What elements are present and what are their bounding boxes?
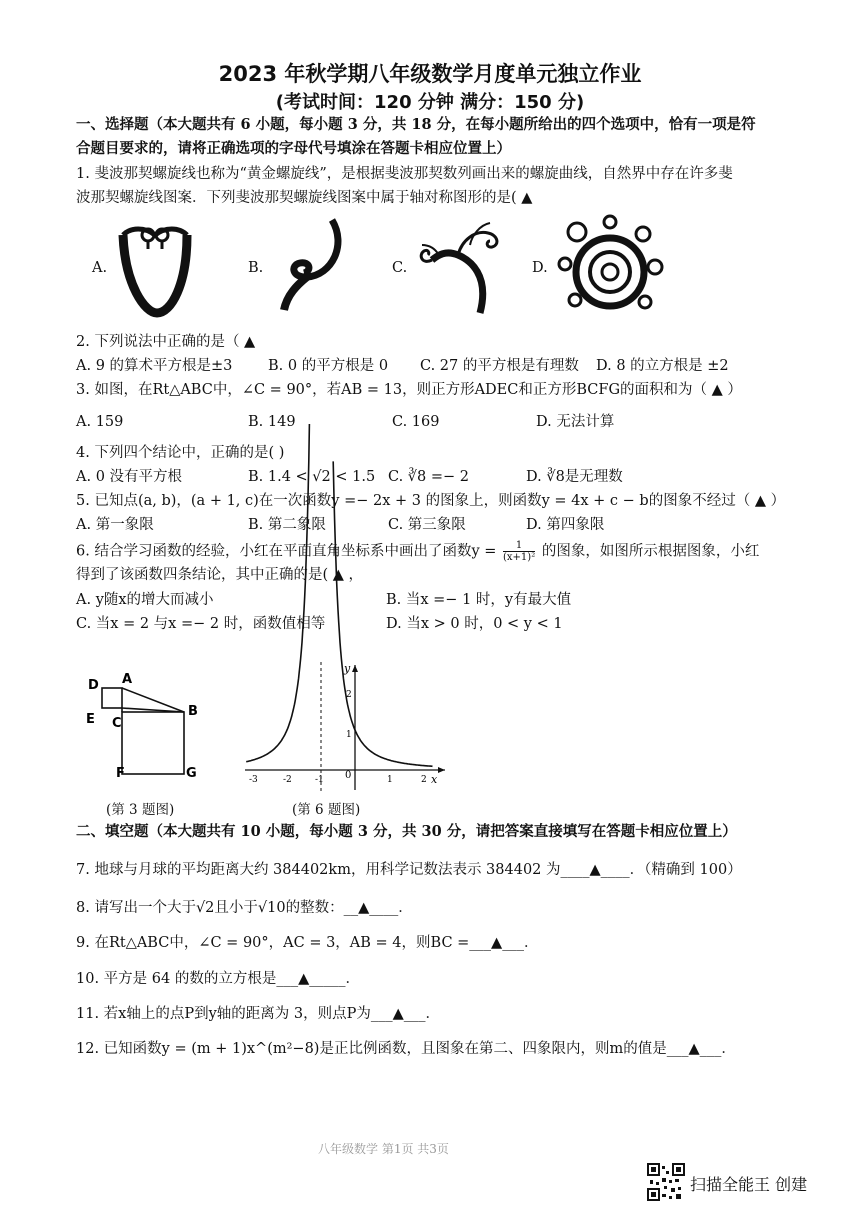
q4-option-a: A. 0 没有平方根: [76, 469, 183, 485]
square-adec: [102, 688, 122, 708]
q4-option-b: B. 1.4 < √2 < 1.5: [248, 469, 376, 485]
x-tick-1: 1: [387, 775, 393, 785]
section2-heading: 二、填空题（本大题共有 10 小题，每小题 3 分，共 30 分，请把答案直接填写在答题卡相应位置上）: [76, 823, 737, 840]
q2-option-b: B. 0 的平方根是 0: [268, 358, 389, 374]
x-tick-neg2: -2: [283, 775, 292, 785]
figure-6-caption: (第 6 题图): [292, 802, 361, 818]
spiral-figure-a: [115, 215, 195, 320]
q6-option-d: D. 当x > 0 时，0 < y < 1: [386, 616, 563, 632]
q5-stem: 5. 已知点(a, b)，(a + 1, c)在一次函数y =− 2x + 3 的图象上，则函数y = 4x + c − b的图象不经过（ ▲ ）: [76, 493, 786, 509]
q6-stem-line2: 得到了该函数四条结论，其中正确的是( ▲ ，: [76, 567, 364, 583]
spiral-figure-d: [555, 212, 665, 322]
section1-heading-line2: 合题目要求的，请将正确选项的字母代号填涂在答题卡相应位置上）: [76, 140, 511, 157]
q8-text: 8. 请写出一个大于√2且小于√10的整数：__▲____．: [76, 900, 413, 916]
q2-option-c: C. 27 的平方根是有理数: [420, 358, 579, 374]
q5-option-c: C. 第三象限: [388, 517, 466, 533]
q5-option-b: B. 第二象限: [248, 517, 326, 533]
q3-option-c: C. 169: [392, 414, 440, 430]
q1-option-a-label: A.: [92, 260, 108, 276]
x-tick-neg1: -1: [315, 775, 324, 785]
q11-text: 11. 若x轴上的点P到y轴的距离为 3，则点P为___▲___．: [76, 1006, 441, 1022]
q6-stem-part1: 6. 结合学习函数的经验，小红在平面直角坐标系中画出了函数y =: [76, 543, 497, 560]
q6-stem-line1: [76, 540, 759, 563]
figure-3-caption: (第 3 题图): [106, 802, 175, 818]
y-tick-1: 1: [346, 730, 352, 740]
q1-stem-line1: 1. 斐波那契螺旋线也称为“黄金螺旋线”，是根据斐波那契数列画出来的螺旋曲线，自然界中存在许多斐: [76, 166, 733, 182]
qr-code-icon: [647, 1163, 685, 1201]
section1-heading-line1: 一、选择题（本大题共有 6 小题，每小题 3 分，共 18 分，在每小题所给出的四个选项中，恰有一项是符: [76, 116, 756, 133]
y-axis-label: y: [344, 662, 351, 675]
q1-option-c-label: C.: [392, 260, 408, 276]
q6-option-a: A. y随x的增大而减小: [76, 592, 214, 608]
square-bcfg: [122, 712, 184, 774]
q6-fraction-denominator: (x+1)²: [503, 552, 536, 563]
x-axis-label: x: [431, 773, 438, 786]
label-f: F: [116, 766, 125, 781]
label-a: A: [122, 672, 133, 687]
q3-option-d: D. 无法计算: [536, 414, 615, 430]
q5-option-a: A. 第一象限: [76, 517, 154, 533]
spiral-figure-c: [410, 215, 510, 315]
q4-option-c: C. ∛8 =− 2: [388, 469, 470, 485]
q2-option-d: D. 8 的立方根是 ±2: [596, 358, 729, 374]
q1-option-d-label: D.: [532, 260, 548, 276]
y-tick-2: 2: [346, 690, 352, 700]
q4-option-d: D. ∛8是无理数: [526, 469, 623, 485]
q1-option-b-label: B.: [248, 260, 264, 276]
label-c: C: [112, 716, 122, 731]
q1-stem-line2: 波那契螺旋线图案．下列斐波那契螺旋线图案中属于轴对称图形的是( ▲: [76, 190, 533, 206]
q4-stem: 4. 下列四个结论中，正确的是( ): [76, 445, 285, 461]
q6-option-b: B. 当x =− 1 时，y有最大值: [386, 592, 572, 608]
q3-option-a: A. 159: [76, 414, 124, 430]
q3-stem: 3. 如图，在Rt△ABC中，∠C = 90°，若AB = 13，则正方形ADEC和正方形BCFG的面积和为（ ▲ ）: [76, 382, 742, 398]
page-number-note: 八年级数学 第1页 共3页: [318, 1142, 449, 1156]
q2-option-a: A. 9 的算术平方根是±3: [76, 358, 233, 374]
q6-option-c: C. 当x = 2 与x =− 2 时，函数值相等: [76, 616, 326, 632]
x-tick-neg3: -3: [249, 775, 258, 785]
scanner-brand-text: 扫描全能王 创建: [690, 1175, 808, 1194]
figure-3-diagram: [80, 665, 210, 795]
label-e: E: [86, 712, 95, 727]
label-g: G: [186, 766, 197, 781]
page-title: 2023 年秋学期八年级数学月度单元独立作业: [218, 62, 642, 86]
x-tick-2: 2: [421, 775, 427, 785]
label-d: D: [88, 678, 99, 693]
page-subtitle: (考试时间：120 分钟 满分：150 分): [275, 92, 585, 113]
q6-stem-part2: 的图象，如图所示根据图象，小红: [541, 543, 760, 560]
q9-text: 9. 在Rt△ABC中，∠C = 90°，AC = 3，AB = 4，则BC =___▲___．: [76, 935, 539, 951]
q2-stem: 2. 下列说法中正确的是（ ▲: [76, 334, 256, 350]
q12-text: 12. 已知函数y = (m + 1)x^(m²−8)是正比例函数，且图象在第二、四象限内，则m的值是___▲___．: [76, 1041, 736, 1057]
q10-text: 10. 平方是 64 的数的立方根是___▲_____．: [76, 971, 360, 987]
spiral-figure-b: [272, 215, 347, 315]
q5-option-d: D. 第四象限: [526, 517, 605, 533]
x-tick-origin: 0: [345, 770, 352, 781]
q6-fraction-numerator: 1: [503, 540, 535, 552]
label-b: B: [188, 704, 198, 719]
figure-6-graph: [240, 660, 455, 795]
q6-fraction: [503, 540, 535, 563]
q7-text: 7. 地球与月球的平均距离大约 384402km，用科学记数法表示 384402 为____▲____．（精确到 100）: [76, 862, 742, 878]
q3-option-b: B. 149: [248, 414, 296, 430]
